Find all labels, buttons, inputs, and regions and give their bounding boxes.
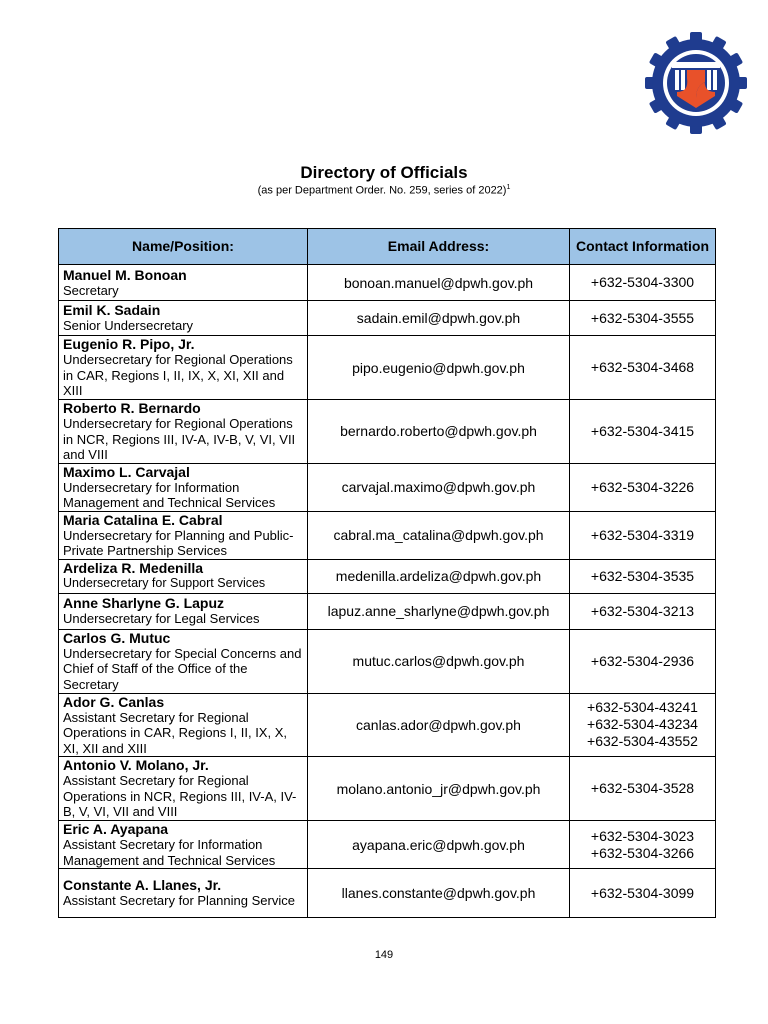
contact-number[interactable]: +632-5304-43234	[587, 716, 698, 733]
contact-number[interactable]: +632-5304-43241	[587, 699, 698, 716]
table-row	[59, 757, 716, 821]
table-row	[59, 869, 716, 918]
contact-number[interactable]: +632-5304-3535	[590, 567, 695, 584]
column-header-contact: Contact Information	[570, 229, 716, 265]
contact-number[interactable]: +632-5304-2936	[590, 652, 695, 669]
name-position-cell	[59, 593, 308, 629]
contact-number[interactable]: +632-5304-3099	[590, 884, 695, 901]
contact-cell	[570, 593, 716, 629]
contact-number[interactable]: +632-5304-3266	[590, 844, 695, 861]
name-position-cell	[59, 629, 308, 693]
table-header-row	[59, 229, 716, 265]
contact-number[interactable]: +632-5304-3468	[590, 359, 695, 375]
official-name: Eric A. Ayapana	[63, 821, 169, 837]
contact-number[interactable]: +632-5304-3226	[590, 478, 695, 495]
official-name: Antonio V. Molano, Jr.	[63, 757, 209, 774]
official-position: Undersecretary for Special Concerns and Chief of Staff of the Office of the Secretary	[63, 645, 302, 692]
page-title: Directory of Officials	[300, 163, 468, 182]
email-cell[interactable]: mutuc.carlos@dpwh.gov.ph	[308, 629, 570, 693]
dpwh-seal-graphic	[645, 32, 747, 134]
contact-cell	[570, 301, 716, 336]
official-name: Eugenio R. Pipo, Jr.	[63, 336, 195, 353]
email-cell[interactable]: lapuz.anne_sharlyne@dpwh.gov.ph	[308, 593, 570, 629]
table-row	[59, 463, 716, 511]
email-cell[interactable]: bonoan.manuel@dpwh.gov.ph	[308, 265, 570, 301]
official-position: Undersecretary for Information Management and Technical Services	[63, 479, 276, 510]
email-cell[interactable]: ayapana.eric@dpwh.gov.ph	[308, 821, 570, 869]
contact-number[interactable]: +632-5304-3528	[590, 780, 695, 796]
official-name: Ador G. Canlas	[63, 693, 165, 710]
contact-number[interactable]: +632-5304-3300	[590, 274, 695, 290]
official-position: Secretary	[63, 282, 119, 298]
table-row	[59, 400, 716, 464]
official-name: Constante A. Llanes, Jr.	[63, 877, 222, 894]
name-position-cell	[59, 301, 308, 336]
contact-cell	[570, 336, 716, 400]
table-row	[59, 559, 716, 593]
name-position-cell	[59, 400, 308, 464]
official-position: Assistant Secretary for Regional Operations in NCR, Regions III, IV-A, IV-B, V, VI, VII and VIII	[63, 773, 297, 820]
footnote-marker: 1	[506, 184, 511, 191]
table-row	[59, 593, 716, 629]
contact-cell	[570, 463, 716, 511]
email-cell[interactable]: cabral.ma_catalina@dpwh.gov.ph	[308, 511, 570, 559]
contact-number[interactable]: +632-5304-43552	[587, 733, 698, 750]
email-cell[interactable]: canlas.ador@dpwh.gov.ph	[308, 693, 570, 757]
contact-cell	[570, 559, 716, 593]
table-row	[59, 821, 716, 869]
official-name: Maximo L. Carvajal	[63, 463, 190, 480]
contact-number[interactable]: +632-5304-3319	[590, 526, 695, 543]
table-row	[59, 301, 716, 336]
official-name: Anne Sharlyne G. Lapuz	[63, 595, 225, 612]
contact-number[interactable]: +632-5304-3213	[590, 602, 695, 619]
table-row	[59, 693, 716, 757]
email-cell[interactable]: llanes.constante@dpwh.gov.ph	[308, 869, 570, 918]
official-position: Undersecretary for Regional Operations in NCR, Regions III, IV-A, IV-B, V, VI, VII and VIII	[63, 416, 296, 462]
name-position-cell	[59, 757, 308, 821]
contact-cell	[570, 629, 716, 693]
name-position-cell	[59, 265, 308, 301]
email-cell[interactable]: medenilla.ardeliza@dpwh.gov.ph	[308, 559, 570, 593]
email-cell[interactable]: pipo.eugenio@dpwh.gov.ph	[308, 336, 570, 400]
directory-table	[58, 228, 716, 918]
page-number: 149	[374, 949, 394, 961]
official-position: Senior Undersecretary	[63, 318, 194, 334]
table-row	[59, 511, 716, 559]
official-position: Undersecretary for Regional Operations in CAR, Regions I, II, IX, X, XI, XII and XIII	[63, 352, 293, 399]
official-position: Undersecretary for Legal Services	[63, 611, 260, 627]
email-cell[interactable]: molano.antonio_jr@dpwh.gov.ph	[308, 757, 570, 821]
name-position-cell	[59, 511, 308, 559]
dpwh-seal-icon	[645, 32, 747, 134]
email-cell[interactable]: carvajal.maximo@dpwh.gov.ph	[308, 463, 570, 511]
name-position-cell	[59, 869, 308, 918]
contact-cell	[570, 821, 716, 869]
official-position: Assistant Secretary for Planning Service	[63, 893, 295, 909]
column-header-name: Name/Position:	[59, 229, 308, 265]
table-row	[59, 629, 716, 693]
official-position: Assistant Secretary for Regional Operations in CAR, Regions I, II, IX, X, XI, XII and XIII	[63, 709, 287, 756]
official-name: Carlos G. Mutuc	[63, 629, 171, 646]
official-position: Assistant Secretary for Information Management and Technical Services	[63, 837, 276, 868]
name-position-cell	[59, 559, 308, 593]
name-position-cell	[59, 336, 308, 400]
official-name: Ardeliza R. Medenilla	[63, 560, 204, 577]
name-position-cell	[59, 693, 308, 757]
official-name: Emil K. Sadain	[63, 302, 161, 319]
name-position-cell	[59, 463, 308, 511]
contact-cell	[570, 869, 716, 918]
table-row	[59, 336, 716, 400]
official-name: Maria Catalina E. Cabral	[63, 511, 223, 528]
name-position-cell	[59, 821, 308, 869]
contact-cell	[570, 511, 716, 559]
contact-number[interactable]: +632-5304-3023	[590, 827, 695, 844]
contact-cell	[570, 265, 716, 301]
contact-number[interactable]: +632-5304-3555	[590, 309, 695, 326]
email-cell[interactable]: bernardo.roberto@dpwh.gov.ph	[308, 400, 570, 464]
contact-number[interactable]: +632-5304-3415	[590, 422, 695, 439]
official-name: Manuel M. Bonoan	[63, 266, 187, 283]
email-cell[interactable]: sadain.emil@dpwh.gov.ph	[308, 301, 570, 336]
contact-cell	[570, 757, 716, 821]
table-row	[59, 265, 716, 301]
column-header-email: Email Address:	[308, 229, 570, 265]
contact-cell	[570, 693, 716, 757]
official-name: Roberto R. Bernardo	[63, 400, 201, 416]
official-position: Undersecretary for Support Services	[63, 576, 266, 591]
contact-cell	[570, 400, 716, 464]
page-subtitle	[0, 184, 768, 197]
official-position: Undersecretary for Planning and Public-Private Partnership Services	[63, 527, 294, 558]
subtitle-text: (as per Department Order. No. 259, series of 2022)	[257, 184, 507, 197]
